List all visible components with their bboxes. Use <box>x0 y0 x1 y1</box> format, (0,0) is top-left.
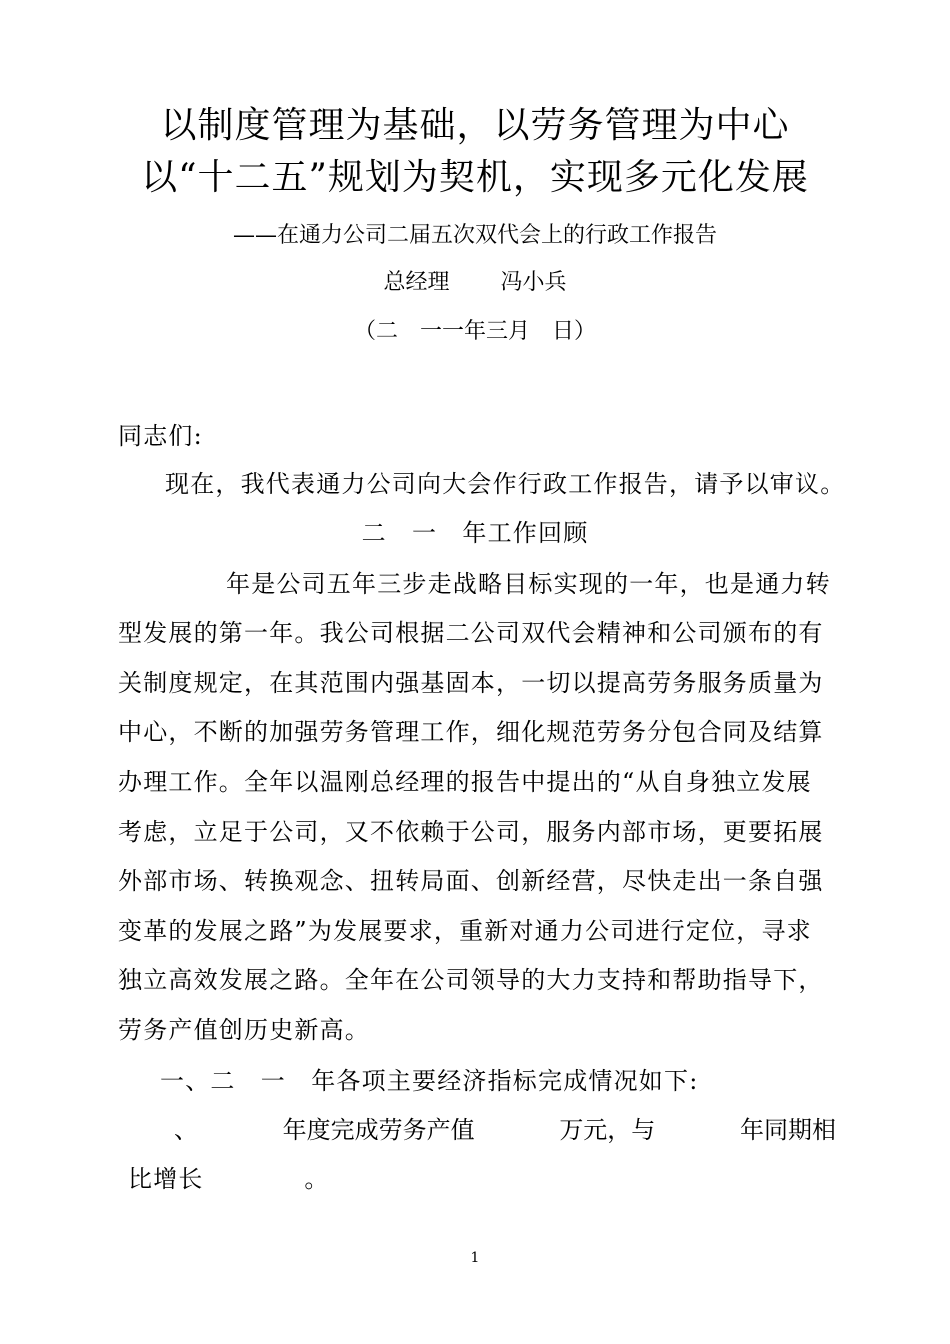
page-number: 1 <box>470 1250 480 1266</box>
indicator-item-1 <box>118 1118 836 1142</box>
author-line: 总经理 冯小兵 <box>383 270 567 295</box>
date-line: （二 一一年三月 日） <box>353 319 596 344</box>
paragraph-line: 考虑，立足于公司，又不依赖于公司，服务内部市场，更要拓展 <box>118 818 824 846</box>
paragraph-line: 劳务产值创历史新高。 <box>118 1016 370 1044</box>
paragraph-line: 关制度规定，在其范围内强基固本，一切以提高劳务服务质量为 <box>118 669 824 697</box>
paragraph-line: 型发展的第一年。我公司根据二公司双代会精神和公司颁布的有 <box>118 619 824 647</box>
paragraph-line: 独立高效发展之路。全年在公司领导的大力支持和帮助指导下， <box>118 966 824 994</box>
paragraph-line: 中心，不断的加强劳务管理工作，细化规范劳务分包合同及结算 <box>118 718 824 746</box>
indicator-item-1-continued: 比增长 。 <box>128 1165 330 1193</box>
paragraph-line: 外部市场、转换观念、扭转局面、创新经营，尽快走出一条自强 <box>118 867 824 895</box>
item-text-part: 万元，与 <box>559 1116 656 1144</box>
section-heading: 二 一 年工作回顾 <box>361 519 589 547</box>
paragraph-line: 办理工作。全年以温刚总经理的报告中提出的“从自身独立发展 <box>118 768 812 796</box>
paragraph-line: 变革的发展之路”为发展要求，重新对通力公司进行定位，寻求 <box>118 917 812 945</box>
salutation: 同志们: <box>118 422 203 450</box>
item-text-part: 年度完成劳务产值 <box>282 1116 475 1144</box>
title-line-2: 以“十二五”规划为契机，实现多元化发展 <box>141 157 809 198</box>
item-text-part: 年同期相 <box>739 1116 836 1144</box>
item-number: 、 <box>174 1116 198 1144</box>
intro-paragraph: 现在，我代表通力公司向大会作行政工作报告，请予以审议。 <box>165 470 846 498</box>
paragraph-line: 年是公司五年三步走战略目标实现的一年，也是通力转 <box>226 570 831 598</box>
indicator-heading: 一、二 一 年各项主要经济指标完成情况如下: <box>160 1067 699 1095</box>
subtitle: ——在通力公司二届五次双代会上的行政工作报告 <box>232 223 717 248</box>
title-line-1: 以制度管理为基础，以劳务管理为中心 <box>160 105 790 146</box>
